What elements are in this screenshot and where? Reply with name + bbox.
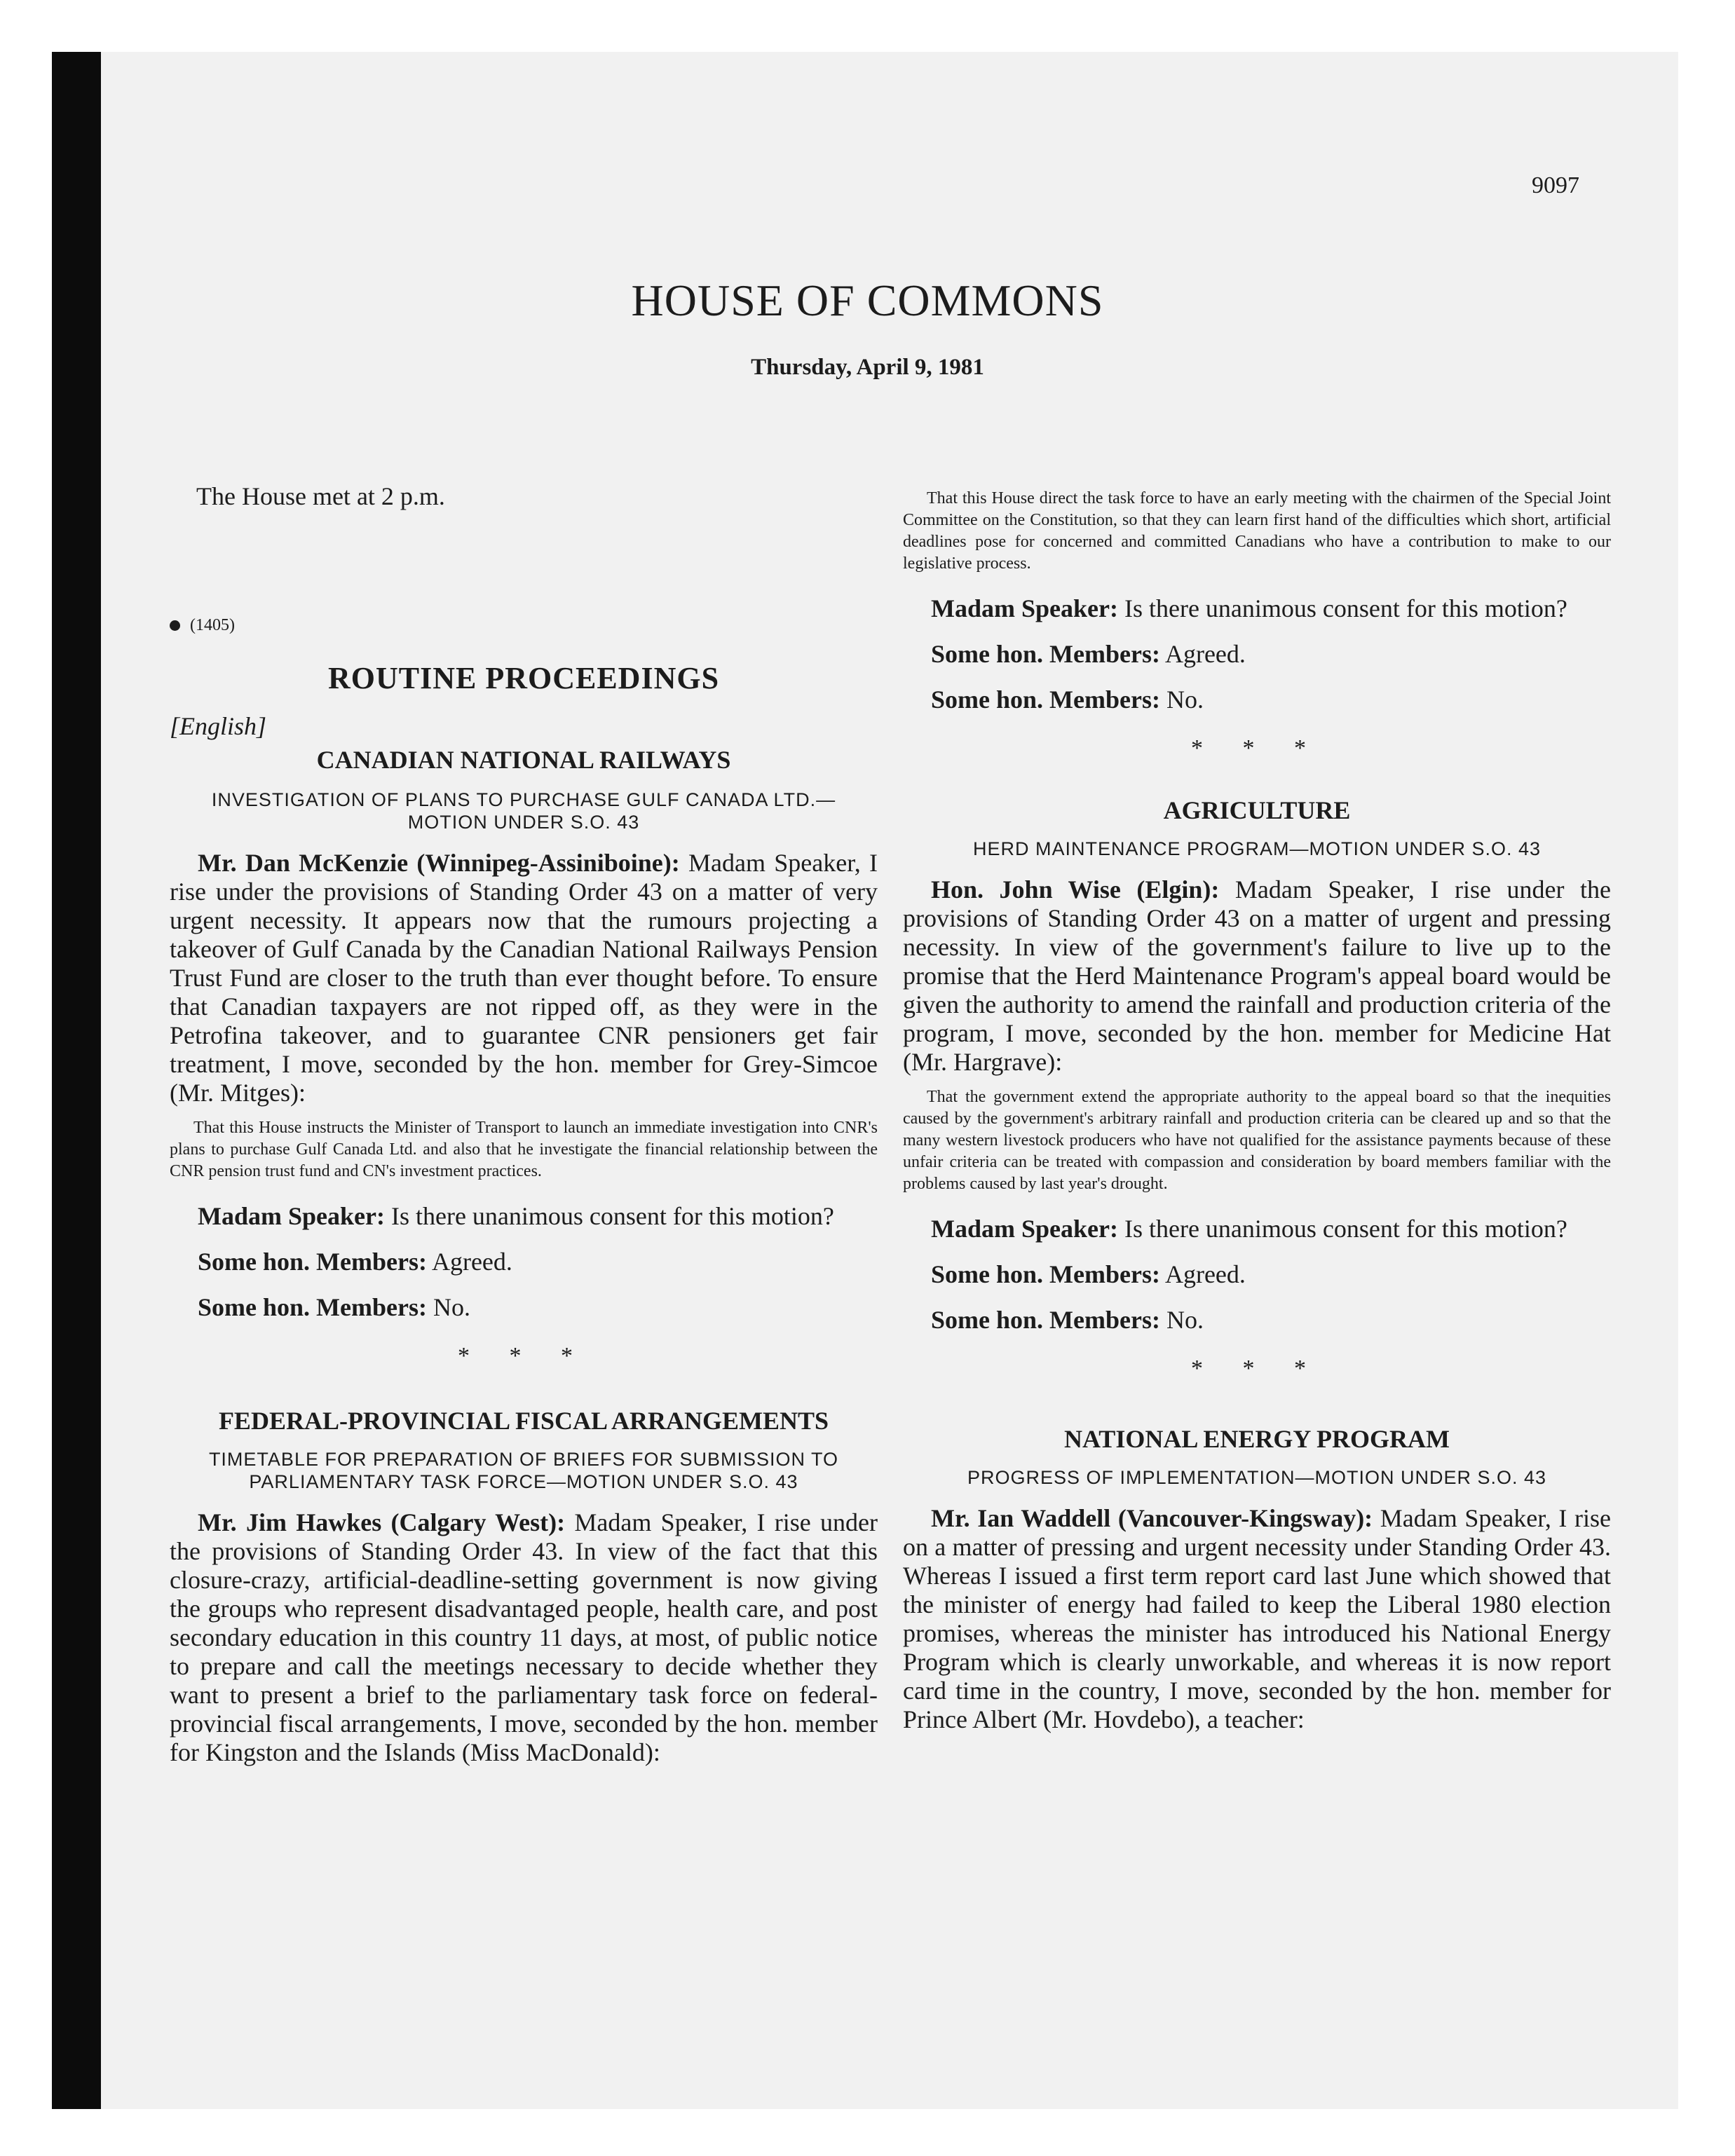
members-no	[170, 1293, 878, 1322]
speech-text: Madam Speaker, I rise under the provisions of Standing Order 43. In view of the fact that this closure-crazy, artificial-deadline-setting government is now giving the groups who represent disadvantaged people, health care, and post secondary education in this country 11 days, at most, of public notice to prepare and call the meetings necessary to decide whether they want to present a brief to the parliamentary task force on federal-provincial fiscal arrangements, I move, seconded by the hon. member for Kingston and the Islands (Miss MacDonald):	[170, 1508, 878, 1766]
mckenzie-speech	[170, 849, 878, 1107]
agriculture-subject-heading: AGRICULTURE	[1163, 796, 1351, 824]
section-separator: * * *	[458, 1343, 590, 1369]
agriculture-motion-text: That the government extend the appropriate authority to the appeal board so that the inequities caused by the government's arbitrary rainfall and production criteria can be cleared up and so that the many western livestock producers who have not qualified for the assistance payments because of these unfair criteria can be treated with compassion and consideration by board members familiar with the problems caused by last year's drought.	[903, 1088, 1611, 1193]
house-title: HOUSE OF COMMONS	[631, 275, 1104, 325]
consent-question	[903, 594, 1611, 623]
cnr-motion-text: That this House instructs the Minister of Transport to launch an immediate investigation into CNR's plans to purchase Gulf Canada Ltd. and also that he investigate the financial relationship between the CNR pension trust fund and CN's investment practices.	[170, 1119, 878, 1180]
fiscal-motion-text: That this House direct the task force to have an early meeting with the chairmen of the Special Joint Committee on the Constitution, so that they can learn first hand of the difficulties which short, artificial deadlines pose for concerned and committed Canadians who have a contribution to make to our legislative process.	[903, 489, 1611, 573]
speaker-name: Some hon. Members:	[198, 1293, 427, 1321]
reply-text: Agreed.	[1164, 1260, 1246, 1288]
section-separator: * * *	[1191, 735, 1323, 761]
question-text: Is there unanimous consent for this motion?	[1124, 1215, 1567, 1243]
bullet-icon	[170, 620, 180, 631]
right-column	[903, 488, 1611, 1734]
speech-text: Madam Speaker, I rise under the provisions of Standing Order 43 on a matter of very urgent necessity. It appears now that the rumours projecting a takeover of Gulf Canada by the Canadian National Railways Pension Trust Fund are closer to the truth than ever thought before. To ensure that Canadian taxpayers are not ripped off, as they were in the Petrofina takeover, and to guarantee CNR pensioners get fair treatment, I move, seconded by the hon. member for Grey-Simcoe (Mr. Mitges):	[170, 849, 878, 1107]
reply-text: No.	[1166, 1306, 1204, 1334]
members-no	[903, 1306, 1611, 1335]
cnr-subject-heading: CANADIAN NATIONAL RAILWAYS	[316, 746, 731, 774]
time-marker-text: (1405)	[190, 616, 235, 634]
fiscal-subheading: TIMETABLE FOR PREPARATION OF BRIEFS FOR SUBMISSION TO PARLIAMENTARY TASK FORCE—MOTION UNDER S.O. 43	[208, 1449, 839, 1492]
energy-subject-heading: NATIONAL ENERGY PROGRAM	[1063, 1425, 1450, 1453]
page-number: 9097	[1532, 172, 1579, 198]
reply-text: No.	[1166, 685, 1204, 714]
speaker-name: Mr. Ian Waddell (Vancouver-Kingsway):	[931, 1504, 1373, 1532]
speaker-name: Some hon. Members:	[931, 685, 1160, 714]
reply-text: No.	[433, 1293, 470, 1321]
reply-text: Agreed.	[431, 1248, 512, 1276]
left-column	[170, 481, 878, 1767]
cnr-subheading: INVESTIGATION OF PLANS TO PURCHASE GULF CANADA LTD.— MOTION UNDER S.O. 43	[211, 789, 836, 833]
members-no	[903, 685, 1611, 714]
speech-text: Madam Speaker, I rise under the provisions of Standing Order 43 on a matter of urgent and pressing necessity. In view of the government's failure to live up to the promise that the Herd Maintenance Program's appeal board would be given the authority to amend the rainfall and production criteria of the program, I move, seconded by the hon. member for Medicine Hat (Mr. Hargrave):	[903, 875, 1611, 1076]
members-agreed	[903, 1260, 1611, 1289]
language-tag: [English]	[170, 712, 267, 740]
sitting-date: Thursday, April 9, 1981	[751, 355, 984, 380]
consent-question	[903, 1215, 1611, 1243]
speaker-name: Mr. Jim Hawkes (Calgary West):	[198, 1508, 566, 1536]
speaker-name: Some hon. Members:	[931, 1306, 1160, 1334]
speaker-name: Some hon. Members:	[931, 1260, 1160, 1288]
hawkes-speech	[170, 1508, 878, 1767]
speaker-name: Some hon. Members:	[931, 640, 1160, 668]
speaker-name: Some hon. Members:	[198, 1248, 427, 1276]
time-marker	[170, 616, 878, 635]
speech-text: Madam Speaker, I rise on a matter of pressing and urgent necessity under Standing Order 43. Whereas I issued a first term report card last June which showed that the minister of energy had failed to keep the Liberal 1980 election promises, whereas the minister has introduced his National Energy Program which is clearly unworkable, and whereas it is now report card time in the country, I move, seconded by the hon. member for Prince Albert (Mr. Hovdebo), a teacher:	[903, 1504, 1611, 1733]
reply-text: Agreed.	[1164, 640, 1246, 668]
section-separator: * * *	[1191, 1356, 1323, 1381]
waddell-speech	[903, 1504, 1611, 1734]
consent-question	[170, 1202, 878, 1231]
speaker-name: Madam Speaker:	[931, 594, 1118, 622]
agriculture-subheading: HERD MAINTENANCE PROGRAM—MOTION UNDER S.O. 43	[972, 838, 1542, 859]
speaker-name: Mr. Dan McKenzie (Winnipeg-Assiniboine):	[198, 849, 680, 877]
fiscal-subject-heading: FEDERAL-PROVINCIAL FISCAL ARRANGEMENTS	[218, 1407, 829, 1435]
wise-speech	[903, 875, 1611, 1077]
routine-proceedings-heading: ROUTINE PROCEEDINGS	[327, 661, 720, 695]
house-met-text: The House met at 2 p.m.	[196, 482, 445, 510]
question-text: Is there unanimous consent for this motion?	[1124, 594, 1567, 622]
speaker-name: Madam Speaker:	[198, 1202, 385, 1230]
speaker-name: Hon. John Wise (Elgin):	[931, 875, 1220, 903]
members-agreed	[903, 640, 1611, 669]
energy-subheading: PROGRESS OF IMPLEMENTATION—MOTION UNDER S.O. 43	[967, 1467, 1547, 1488]
question-text: Is there unanimous consent for this motion?	[390, 1202, 834, 1230]
members-agreed	[170, 1248, 878, 1276]
speaker-name: Madam Speaker:	[931, 1215, 1118, 1243]
